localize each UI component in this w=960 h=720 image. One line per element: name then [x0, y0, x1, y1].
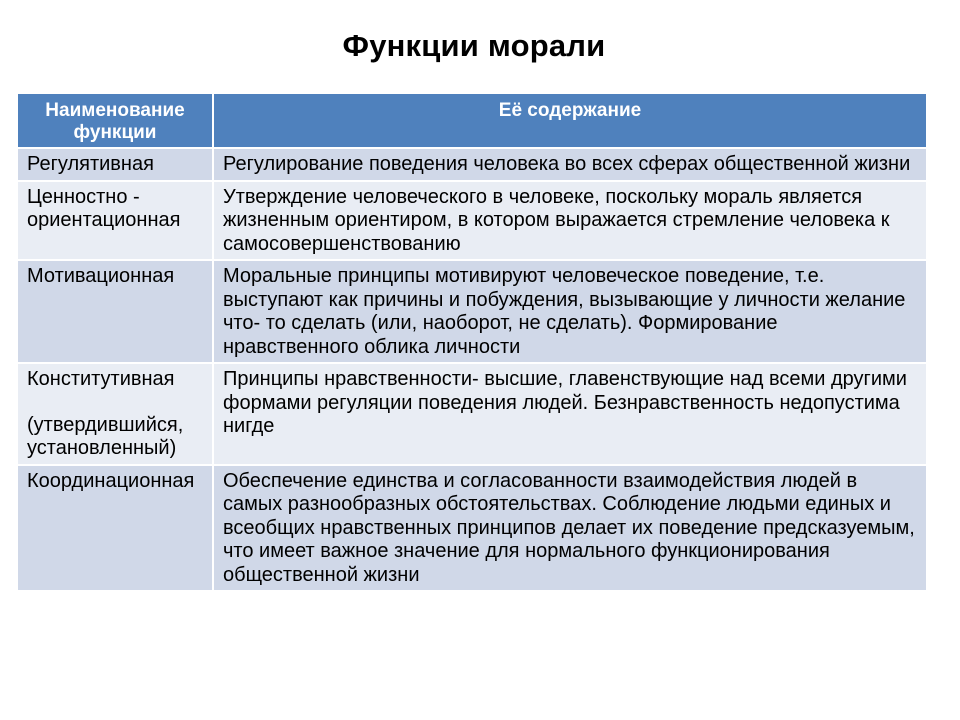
table-row	[18, 363, 926, 465]
function-name: Регулятивная	[27, 153, 154, 175]
function-name: Мотивационная	[27, 265, 175, 287]
function-name-note: (утвердившийся, установленный)	[27, 413, 184, 459]
function-name-cell	[18, 148, 213, 181]
function-content-cell: Моральные принципы мотивируют человеческое поведение, т.е. выступают как причины и побуждения, вызывающие у личности желание что- то сделать (или, наоборот, не сделать). Формирование нравственного облика личности	[213, 260, 926, 363]
slide-title: Функции морали	[342, 28, 606, 63]
function-name: Координационная	[27, 469, 195, 492]
function-name-cell	[18, 181, 213, 261]
table-row	[18, 260, 926, 363]
function-name-cell	[18, 363, 213, 465]
function-name: Конститутивная	[27, 368, 175, 390]
header-function-content: Её содержание	[213, 94, 926, 148]
function-content-cell: Принципы нравственности- высшие, главенствующие над всеми другими формами регуляции поведения людей. Безнравственность недопустима нигде	[213, 363, 926, 465]
table-header-row	[18, 94, 926, 148]
function-content-cell: Обеспечение единства и согласованности взаимодействия людей в самых разнообразных обстоятельствах. Соблюдение людьми единых и всеобщих нравственных принципов делает их поведение предсказуемым, что имеет важное значение для нормального функционирования общественной жизни	[213, 465, 926, 591]
table-row	[18, 465, 926, 591]
table-row	[18, 148, 926, 181]
function-name-cell	[18, 465, 213, 591]
functions-table	[18, 94, 926, 590]
header-function-name: Наименование функции	[18, 94, 213, 148]
functions-table-container	[18, 94, 926, 720]
function-name: Ценностно - ориентационная	[27, 185, 181, 231]
function-content-cell: Регулирование поведения человека во всех сферах общественной жизни	[213, 148, 926, 181]
function-name-cell	[18, 260, 213, 363]
table-row	[18, 181, 926, 261]
function-content-cell: Утверждение человеческого в человеке, поскольку мораль является жизненным ориентиром, в котором выражается стремление человека к самосовершенствованию	[213, 181, 926, 261]
